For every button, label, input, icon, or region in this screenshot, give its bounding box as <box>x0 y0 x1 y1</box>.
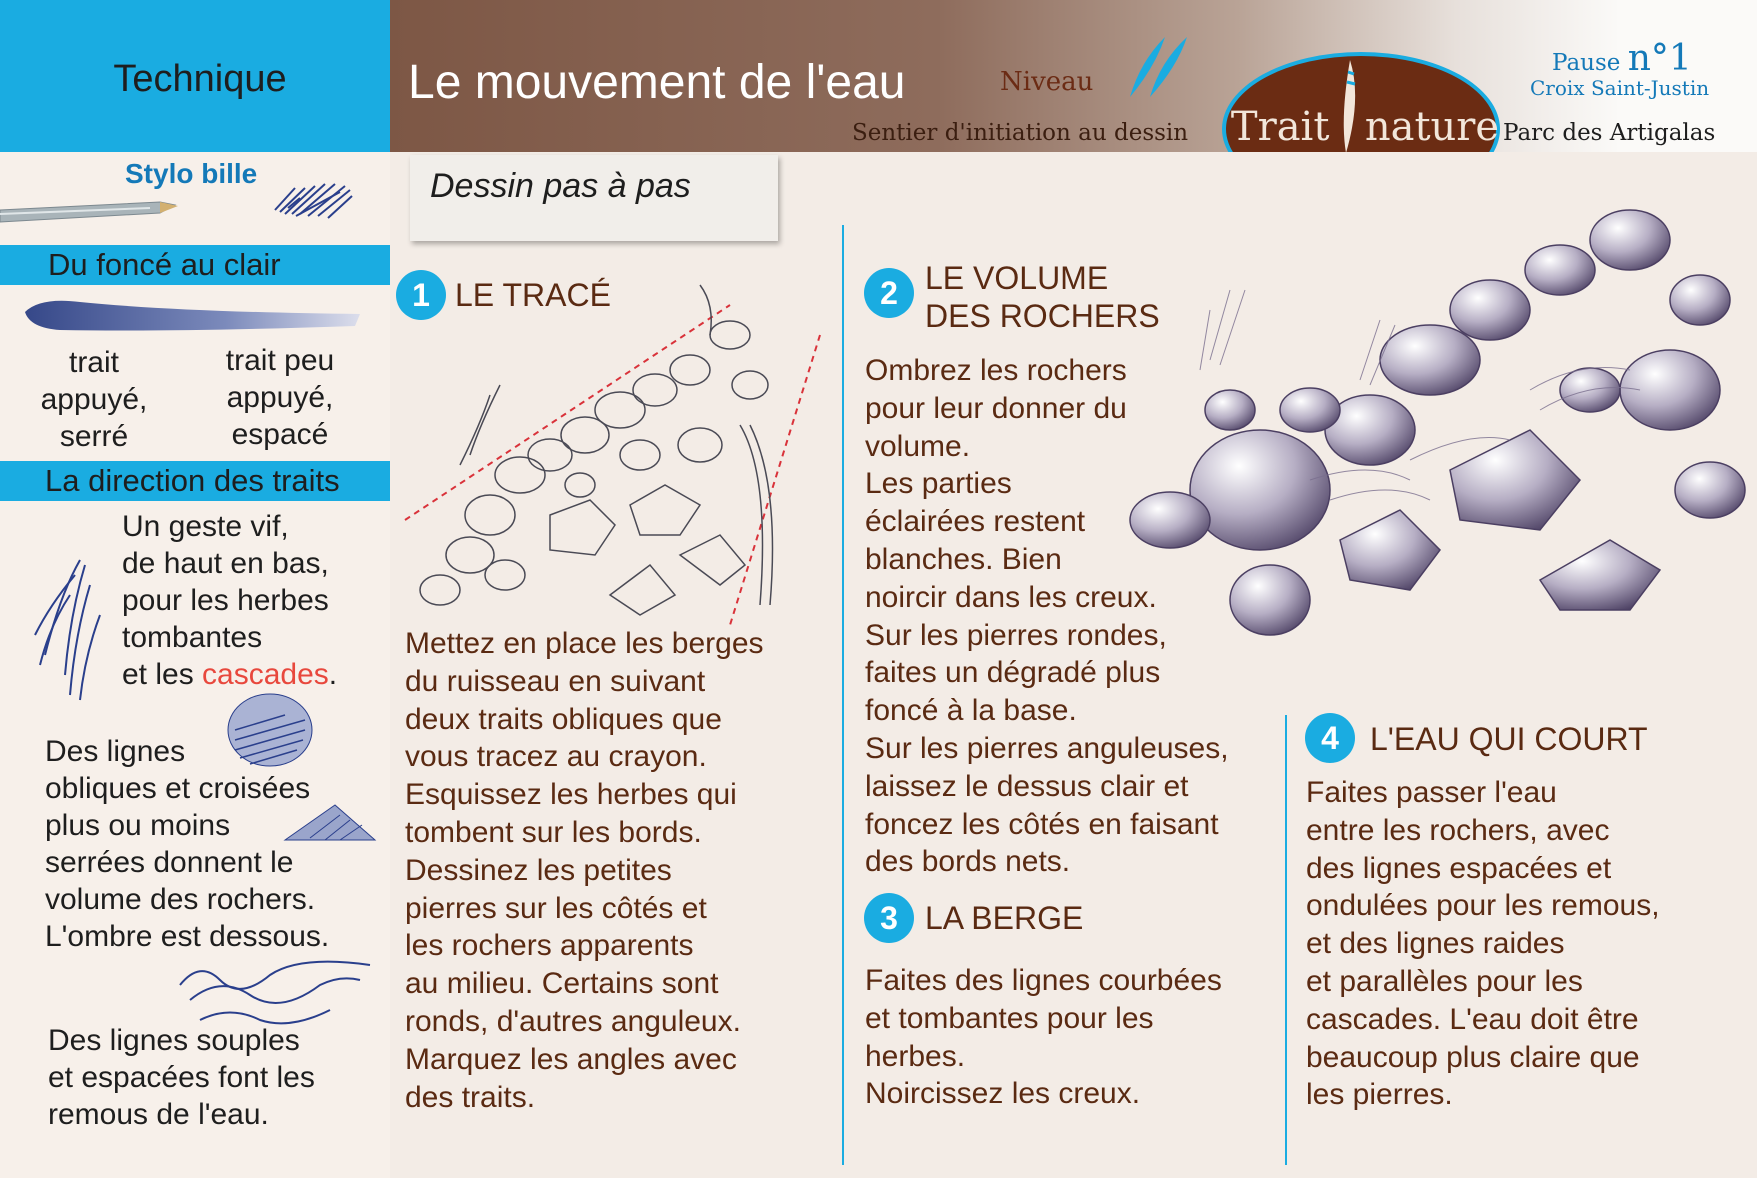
page-title: Le mouvement de l'eau <box>408 56 906 109</box>
step2-title: LE VOLUME DES ROCHERS <box>925 260 1160 334</box>
stroke-gradient-sample <box>20 292 365 340</box>
body-line: Mettez en place les berges <box>405 627 764 660</box>
body-line: herbes. <box>865 1039 966 1073</box>
step3-badge: 3 <box>864 893 914 943</box>
body-line: pierres sur les côtés et <box>405 891 707 925</box>
section-band-dark-to-light: Du foncé au clair <box>0 245 390 285</box>
grass-stroke-sample <box>30 555 110 705</box>
body-line: laissez le dessus clair et <box>865 769 1189 803</box>
subtitle: Sentier d'initiation au dessin <box>852 120 1189 146</box>
step-by-step-text: Dessin pas à pas <box>430 167 691 205</box>
body-line: volume. <box>865 429 971 463</box>
step1-title: LE TRACÉ <box>455 277 611 313</box>
technique-title: Technique <box>113 58 287 100</box>
body-line: Dessinez les petites <box>405 853 672 887</box>
level-label: Niveau <box>1000 67 1094 97</box>
ballpoint-pen-illustration <box>0 180 390 250</box>
body-line: Noircissez les creux. <box>865 1077 1141 1111</box>
location-label: Croix Saint-Justin <box>1530 76 1710 100</box>
step3-body <box>865 962 1222 1113</box>
body-line: des bords nets. <box>865 845 1071 879</box>
body-line: les pierres. <box>1306 1078 1453 1112</box>
body-line: du ruisseau en suivant <box>405 664 706 698</box>
body-line: deux traits obliques que <box>405 702 722 736</box>
feather-level-icon <box>1125 32 1195 102</box>
body-line: et tombantes pour les <box>865 1001 1154 1035</box>
body-line: blanches. Bien <box>865 542 1062 576</box>
body-line: vous tracez au crayon. <box>405 740 707 774</box>
body-line: et parallèles pour les <box>1306 964 1583 998</box>
water-swirl-text: Des lignes souples et espacées font les remous de l'eau. <box>48 1024 315 1131</box>
body-line: des traits. <box>405 1080 536 1114</box>
body-line: faites un dégradé plus <box>865 656 1161 690</box>
park-label: Parc des Artigalas <box>1503 120 1716 146</box>
grass-cascades-line: et les cascades. <box>122 658 338 691</box>
rocks-volume-text: Des lignes obliques et croisées plus ou moins serrées donnent le volume des rochers. L'ombre est dessous. <box>45 735 330 953</box>
step4-title: L'EAU QUI COURT <box>1370 721 1648 757</box>
pressure-light-label: trait peu appuyé, espacé <box>225 344 335 451</box>
shaded-stream-illustration <box>1110 160 1750 670</box>
logo-text: Trait nature <box>1230 104 1500 150</box>
body-line: Faites des lignes courbées <box>865 964 1222 997</box>
body-line: foncez les côtés en faisant <box>865 807 1219 841</box>
body-line: Esquissez les herbes qui <box>405 778 737 812</box>
body-line: Ombrez les rochers <box>865 354 1127 387</box>
body-line: entre les rochers, avec <box>1306 813 1610 847</box>
body-line: les rochers apparents <box>405 929 694 963</box>
body-line: et des lignes raides <box>1306 927 1565 961</box>
body-line: éclairées restent <box>865 505 1086 539</box>
body-line: foncé à la base. <box>865 694 1077 728</box>
body-line: noircir dans les creux. <box>865 580 1157 614</box>
body-line: Sur les pierres anguleuses, <box>865 731 1229 765</box>
step1-outline-sketch <box>400 275 830 625</box>
step2-badge: 2 <box>864 268 914 318</box>
tool-label: Stylo bille <box>125 158 258 189</box>
step1-badge: 1 <box>396 270 446 320</box>
body-line: ronds, d'autres anguleux. <box>405 1004 741 1038</box>
step4-badge: 4 <box>1305 713 1355 763</box>
column-divider <box>842 225 844 1165</box>
body-line: tombent sur les bords. <box>405 815 702 849</box>
body-line: des lignes espacées et <box>1306 851 1612 885</box>
body-line: Faites passer l'eau <box>1306 776 1557 809</box>
grass-direction-text: Un geste vif, de haut en bas, pour les herbes tombantes et les cascades. <box>122 510 338 691</box>
pressure-heavy-label: trait appuyé, serré <box>40 346 148 453</box>
column-divider <box>1285 715 1287 1165</box>
body-line: pour leur donner du <box>865 391 1127 425</box>
body-line: Les parties <box>865 467 1012 501</box>
body-line: cascades. L'eau doit être <box>1306 1002 1639 1036</box>
pause-label: Pause n°1 <box>1552 38 1692 79</box>
step1-body <box>405 625 764 1116</box>
section-band-stroke-direction: La direction des traits <box>0 461 390 501</box>
step4-body <box>1306 774 1660 1114</box>
body-line: beaucoup plus claire que <box>1306 1040 1640 1074</box>
body-line: Sur les pierres rondes, <box>865 618 1167 652</box>
body-line: ondulées pour les remous, <box>1306 889 1660 923</box>
body-line: au milieu. Certains sont <box>405 967 719 1001</box>
body-line: Marquez les angles avec <box>405 1042 737 1076</box>
step3-title: LA BERGE <box>925 900 1084 936</box>
